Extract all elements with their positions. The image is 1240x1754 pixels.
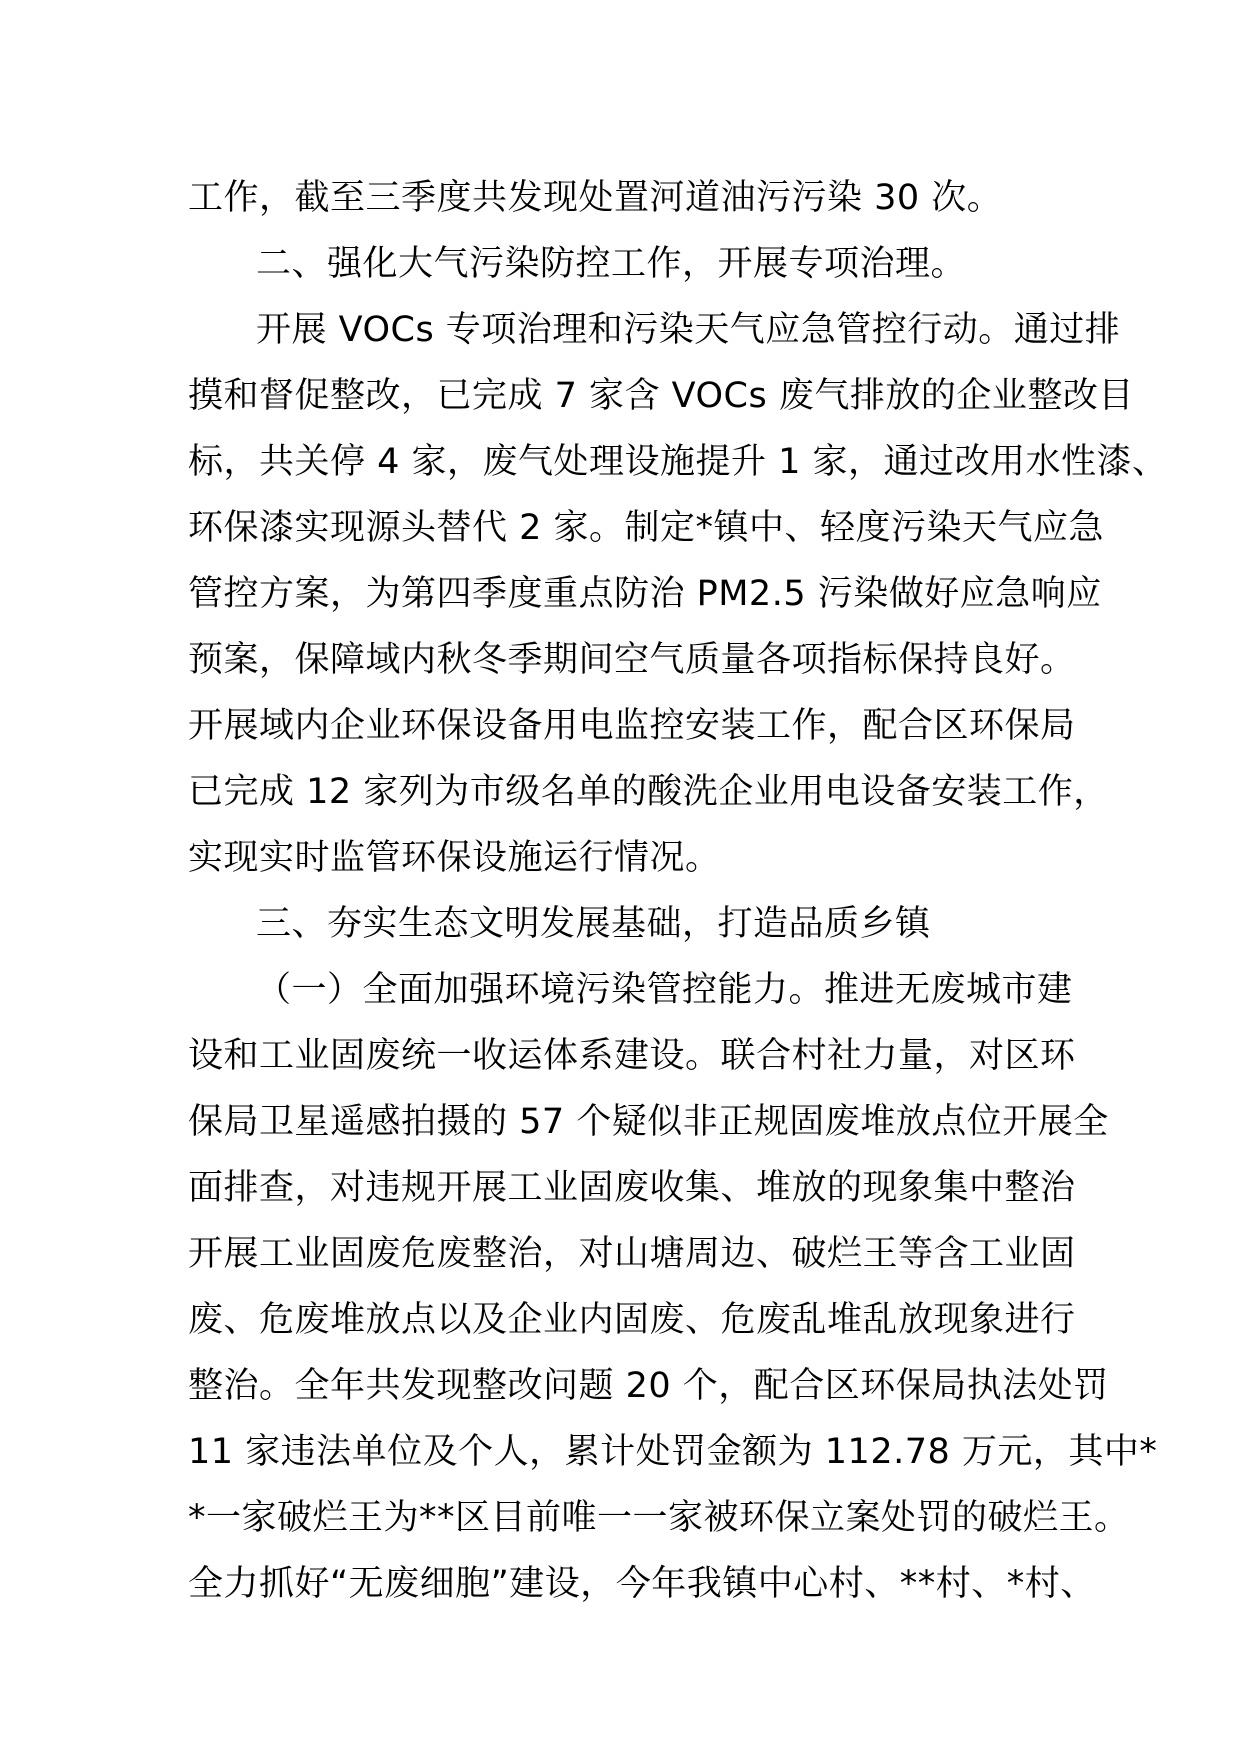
- text-line: 管控方案，为第四季度重点防治 PM2.5 污染做好应急响应: [188, 574, 1102, 614]
- text-line: 开展 VOCs 专项治理和污染天气应急管控行动。通过排: [256, 310, 1121, 350]
- text-line: 二、强化大气污染防控工作，开展专项治理。: [256, 244, 967, 284]
- text-line: 设和工业固废统一收运体系建设。联合村社力量，对区环: [188, 1036, 1076, 1076]
- text-line: 实现实时监管环保设施运行情况。: [188, 838, 721, 878]
- text-line: 已完成 12 家列为市级名单的酸洗企业用电设备安装工作，: [188, 772, 1109, 812]
- text-line: 面排查，对违规开展工业固废收集、堆放的现象集中整治: [188, 1168, 1076, 1208]
- text-line: 11 家违法单位及个人，累计处罚金额为 112.78 万元，其中*: [188, 1432, 1158, 1472]
- text-line: 预案，保障域内秋冬季期间空气质量各项指标保持良好。: [188, 640, 1076, 680]
- text-line: 工作，截至三季度共发现处置河道油污污染 30 次。: [188, 178, 1003, 218]
- text-line: 开展工业固废危废整治，对山塘周边、破烂王等含工业固: [188, 1234, 1076, 1274]
- text-line: 标，共关停 4 家，废气处理设施提升 1 家，通过改用水性漆、: [188, 442, 1168, 482]
- body-text: [188, 165, 1168, 1617]
- text-line: *一家破烂王为**区目前唯一一家被环保立案处罚的破烂王。: [188, 1498, 1130, 1538]
- text-line: 三、夯实生态文明发展基础，打造品质乡镇: [256, 904, 931, 944]
- text-line: 摸和督促整改，已完成 7 家含 VOCs 废气排放的企业整改目: [188, 376, 1134, 416]
- text-line: （一）全面加强环境污染管控能力。推进无废城市建: [256, 970, 1073, 1010]
- text-line: 废、危废堆放点以及企业内固废、危废乱堆乱放现象进行: [188, 1300, 1076, 1340]
- text-line: 开展域内企业环保设备用电监控安装工作，配合区环保局: [188, 706, 1076, 746]
- text-line: 环保漆实现源头替代 2 家。制定*镇中、轻度污染天气应急: [188, 508, 1105, 548]
- text-line: 整治。全年共发现整改问题 20 个，配合区环保局执法处罚: [188, 1366, 1109, 1406]
- text-line: 全力抓好“无废细胞”建设，今年我镇中心村、**村、*村、: [188, 1564, 1096, 1604]
- text-line: 保局卫星遥感拍摄的 57 个疑似非正规固废堆放点位开展全: [188, 1102, 1109, 1142]
